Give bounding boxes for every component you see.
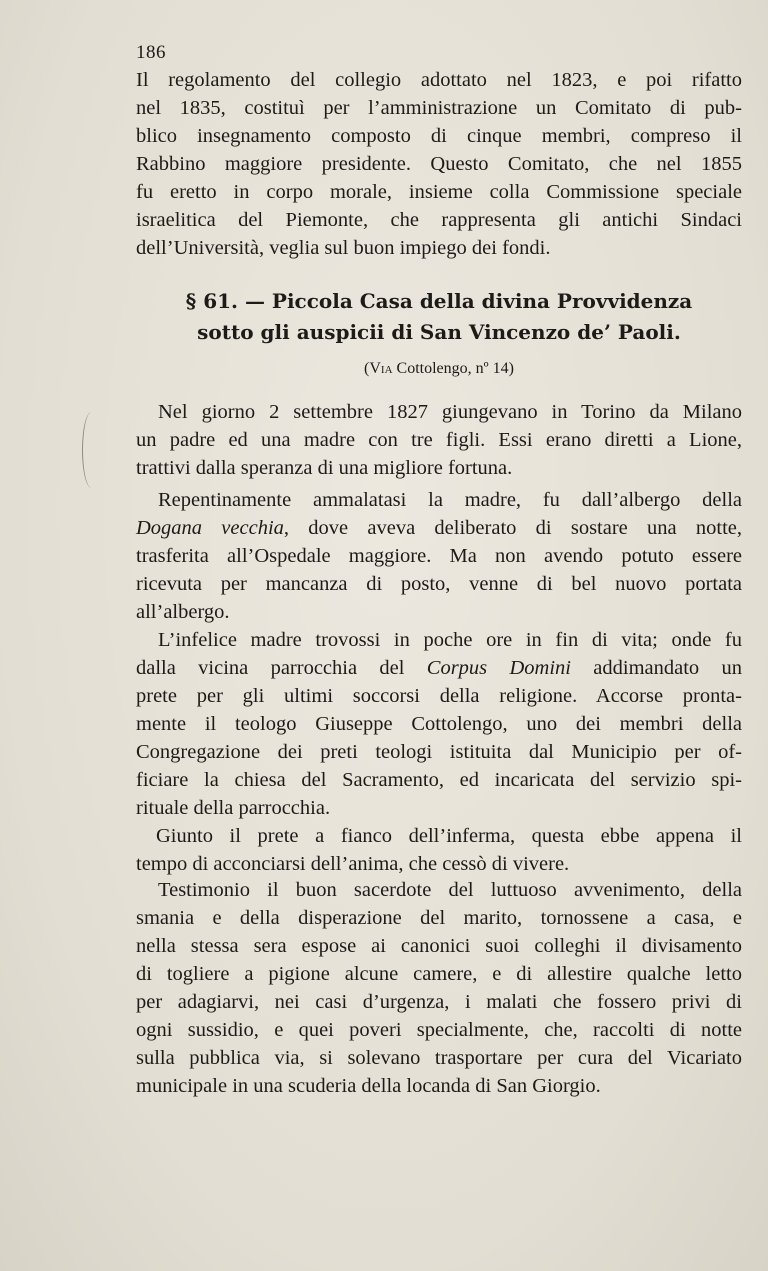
text-line: di togliere a pigione alcune camere, e di allestire qualche letto <box>136 963 742 985</box>
italic-text: Dogana vecchia <box>136 517 284 539</box>
text-line: rituale della parrocchia. <box>136 797 331 819</box>
text-line: prete per gli ultimi soccorsi della religione. Accorse pronta- <box>136 685 742 707</box>
text-line: Repentinamente ammalatasi la madre, fu dall’albergo della <box>158 489 742 511</box>
section-heading-line: sotto gli auspicii di San Vincenzo de’ Paoli. <box>197 320 681 344</box>
text-line: L’infelice madre trovossi in poche ore in fin di vita; onde fu <box>158 629 742 651</box>
text-line: Testimonio il buon sacerdote del luttuoso avvenimento, della <box>158 879 742 901</box>
text-line: tempo di acconciarsi dell’anima, che cessò di vivere. <box>136 853 570 875</box>
text-line: Congregazione dei preti teologi istituita dal Municipio per of- <box>136 741 742 763</box>
text-line: ficiare la chiesa del Sacramento, ed incaricata del servizio spi- <box>136 769 742 791</box>
text-line: smania e della disperazione del marito, tornossene a casa, e <box>136 907 742 929</box>
margin-pencil-mark <box>82 412 101 488</box>
section-heading <box>136 286 742 348</box>
text-line: trasferita all’Ospedale maggiore. Ma non avendo potuto essere <box>136 545 742 567</box>
text-line: nel 1835, costituì per l’amministrazione un Comitato di pub- <box>136 97 742 119</box>
italic-text: Corpus Domini <box>426 657 571 679</box>
text-line: blico insegnamento composto di cinque membri, compreso il <box>136 125 742 147</box>
text-line: trattivi dalla speranza di una migliore fortuna. <box>136 457 513 479</box>
text-line: Giunto il prete a fianco dell’inferma, questa ebbe appena il <box>156 825 742 847</box>
text-line: un padre ed una madre con tre figli. Essi erano diretti a Lione, <box>136 429 742 451</box>
paragraph-illness <box>136 486 742 626</box>
text-line: fu eretto in corpo morale, insieme colla Commissione speciale <box>136 181 742 203</box>
text-line: ogni sussidio, e quei poveri specialmente, che, raccolti di notte <box>136 1019 742 1041</box>
text-line: Dogana vecchia, dove aveva deliberato di sostare una notte, <box>136 517 742 539</box>
paragraph-priest <box>136 626 742 822</box>
text-line: nella stessa sera espose ai canonici suoi colleghi il divisamento <box>136 935 742 957</box>
section-address: (Via Cottolengo, nº 14) <box>364 360 514 377</box>
section-heading-line: § 61. — Piccola Casa della divina Provvidenza <box>185 289 693 313</box>
text-line: all’albergo. <box>136 601 230 623</box>
text-line: mente il teologo Giuseppe Cottolengo, uno dei membri della <box>136 713 742 735</box>
text-line: ricevuta per mancanza di posto, venne di bel nuovo portata <box>136 573 742 595</box>
text-line: Il regolamento del collegio adottato nel 1823, e poi rifatto <box>136 69 742 91</box>
text-line: sulla pubblica via, si solevano trasportare per cura del Vicariato <box>136 1047 742 1069</box>
paragraph-death <box>136 822 742 878</box>
paragraph-testimony <box>136 876 742 1100</box>
text-line: Nel giorno 2 settembre 1827 giungevano in Torino da Milano <box>158 401 742 423</box>
text-line: israelitica del Piemonte, che rappresenta gli antichi Sindaci <box>136 209 742 231</box>
text-line: Rabbino maggiore presidente. Questo Comitato, che nel 1855 <box>136 153 742 175</box>
paragraph-intro <box>136 66 742 262</box>
paragraph-arrival <box>136 398 742 482</box>
text-line: dalla vicina parrocchia del Corpus Domini addimandato un <box>136 657 742 679</box>
text-line: per adagiarvi, nei casi d’urgenza, i malati che fossero privi di <box>136 991 742 1013</box>
page-number: 186 <box>136 42 166 63</box>
text-line: dell’Università, veglia sul buon impiego dei fondi. <box>136 237 551 259</box>
text-line: municipale in una scuderia della locanda di San Giorgio. <box>136 1075 601 1097</box>
